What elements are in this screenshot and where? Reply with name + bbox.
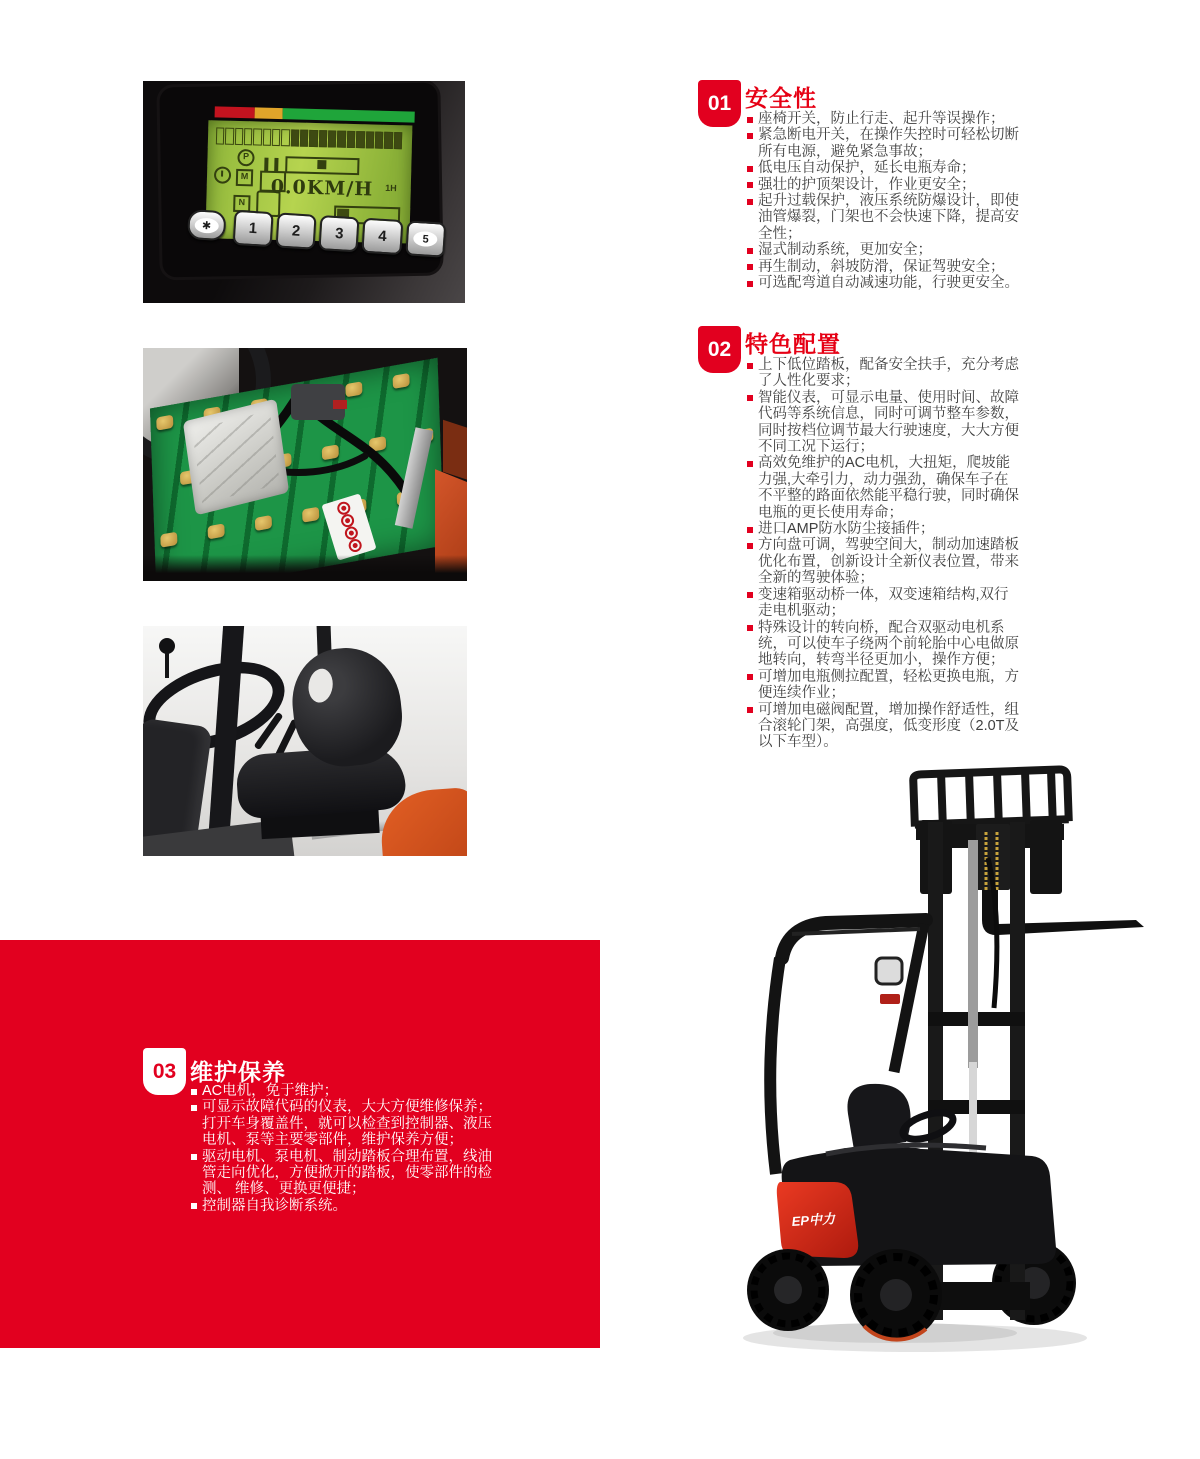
bullet-item: 低电压自动保护，延长电瓶寿命；	[747, 160, 1019, 176]
front-wheel	[850, 1249, 942, 1341]
gauge-segment	[356, 131, 365, 148]
steering-knob	[159, 638, 175, 654]
hour-meter-label: 1H	[385, 182, 397, 194]
bullet-item: 再生制动，斜坡防滑，保证驾驶安全；	[747, 259, 1019, 275]
gauge-segment	[347, 131, 356, 148]
clock-icon	[214, 166, 231, 183]
section-title: 特色配置	[745, 331, 841, 357]
operator-seat-photo	[143, 626, 467, 856]
section-number-badge: 03	[143, 1048, 186, 1095]
gauge-segment	[365, 131, 374, 148]
star-key-icon: ✱	[201, 219, 212, 232]
bullet-item: 上下低位踏板，配备安全扶手，充分考虑了人性化要求；	[747, 357, 1019, 390]
forklift-product-photo	[730, 762, 1200, 1362]
bullet-list	[191, 1083, 497, 1214]
warning-icon	[347, 538, 363, 554]
display-bezel	[159, 83, 440, 278]
bullet-item: 进口AMP防水防尘接插件；	[747, 521, 1019, 537]
bullet-item: 控制器自我诊断系统。	[191, 1198, 497, 1214]
gauge-segment	[281, 129, 290, 146]
section-number-badge: 01	[698, 80, 741, 127]
seat-handle-hole	[306, 667, 334, 704]
gauge-segment	[291, 129, 300, 146]
lift-cylinder	[968, 840, 978, 1068]
gauge-segment	[384, 132, 393, 149]
gauge-segment	[216, 127, 225, 144]
gauge-segment	[272, 129, 281, 146]
gauge-segment	[319, 130, 328, 147]
bullet-list	[747, 111, 1019, 291]
key-2[interactable]: 2	[275, 212, 316, 249]
bullet-item: 高效免维护的AC电机，大扭矩，爬坡能力强,大牵引力，动力强劲，确保车子在不平整的路面依然能平稳行驶，同时确保电瓶的更长使用寿命；	[747, 455, 1019, 521]
bullet-item: 紧急断电开关，在操作失控时可轻松切断所有电源，避免紧急事故；	[747, 127, 1019, 160]
strip-red	[215, 106, 255, 118]
body-panel-dark-orange	[443, 420, 467, 480]
bullet-item: 可增加电瓶侧拉配置，轻松更换电瓶，方便连续作业；	[747, 669, 1019, 702]
gauge-segment	[393, 132, 402, 149]
bullet-item: 强壮的护顶架设计，作业更安全；	[747, 177, 1019, 193]
gauge-segment	[337, 131, 346, 148]
gauge-segment	[253, 128, 262, 145]
bullet-item: 特殊设计的转向桥，配合双驱动电机系统，可以使车子绕两个前轮胎中心电做原地转向，转弯半径更加小，操作方便；	[747, 620, 1019, 669]
section-title: 维护保养	[190, 1059, 286, 1085]
gauge-segment	[225, 128, 234, 145]
gauge-segment	[375, 132, 384, 149]
battery-compartment-photo	[143, 348, 467, 581]
shadow-overlay	[143, 555, 467, 581]
gauge-segment	[328, 130, 337, 147]
bullet-item: 方向盘可调，驾驶空间大，制动加速踏板优化布置，创新设计全新仪表位置，带来全新的驾驶体验；	[747, 537, 1019, 586]
gauge-segment	[263, 129, 272, 146]
bullet-item: 驱动电机、泵电机、制动踏板合理布置，线油管走向优化，方便掀开的踏板，使零部件的检测、 维修、更换更便捷；	[191, 1149, 497, 1198]
star-key[interactable]	[187, 209, 226, 241]
speed-zone-bar	[285, 156, 359, 175]
instrument-panel-photo	[143, 81, 465, 303]
bullet-item: AC电机，免于维护；	[191, 1083, 497, 1099]
rear-wheel	[747, 1249, 829, 1331]
battery-gauge	[216, 127, 402, 149]
headlight	[876, 958, 902, 984]
key-3[interactable]: 3	[319, 215, 360, 252]
key-1[interactable]: 1	[232, 210, 273, 247]
bullet-item: 可增加电磁阀配置，增加操作舒适性，组合滚轮门架，高强度，低变形度（2.0T及以下车型）。	[747, 702, 1019, 751]
bullet-item: 智能仪表，可显示电量、使用时间、故障代码等系统信息，同时可调节整车参数，同时按档位调节最大行驶速度，大大方便不同工况下运行；	[747, 390, 1019, 456]
key-5[interactable]: 5	[405, 220, 446, 257]
bullet-item: 可选配弯道自动减速功能，行驶更安全。	[747, 275, 1019, 291]
gauge-segment	[235, 128, 244, 145]
speed-readout: 0.0KM/H	[270, 175, 374, 201]
gauge-segment	[300, 130, 309, 147]
section-number-badge: 02	[698, 326, 741, 373]
key-4[interactable]: 4	[362, 218, 403, 255]
strip-yellow	[255, 107, 283, 119]
neutral-indicator-icon: N	[233, 195, 250, 212]
bullet-item: 起升过载保护，液压系统防爆设计，即使油管爆裂，门架也不会快速下降，提高安全性；	[747, 193, 1019, 242]
strip-green	[283, 108, 415, 122]
gauge-segment	[309, 130, 318, 147]
bullet-item: 座椅开关，防止行走、起升等误操作；	[747, 111, 1019, 127]
fork-blade	[982, 890, 1144, 935]
brand-logo: EP中力	[791, 1211, 836, 1229]
bullet-list	[747, 357, 1019, 751]
gear-m-indicator-icon: M	[236, 169, 253, 186]
gauge-segment	[244, 128, 253, 145]
bullet-item: 湿式制动系统，更加安全；	[747, 242, 1019, 258]
load-backrest	[913, 769, 1069, 826]
bullet-item: 可显示故障代码的仪表，大大方便维修保养；打开车身覆盖件，就可以检查到控制器、液压电机、泵等主要零部件，维护保养方便；	[191, 1099, 497, 1148]
park-indicator-icon: P	[237, 149, 254, 166]
pillar-sticker	[880, 994, 900, 1004]
bullet-item: 变速箱驱动桥一体，双变速箱结构,双行走电机驱动；	[747, 587, 1019, 620]
section-title: 安全性	[745, 85, 817, 111]
